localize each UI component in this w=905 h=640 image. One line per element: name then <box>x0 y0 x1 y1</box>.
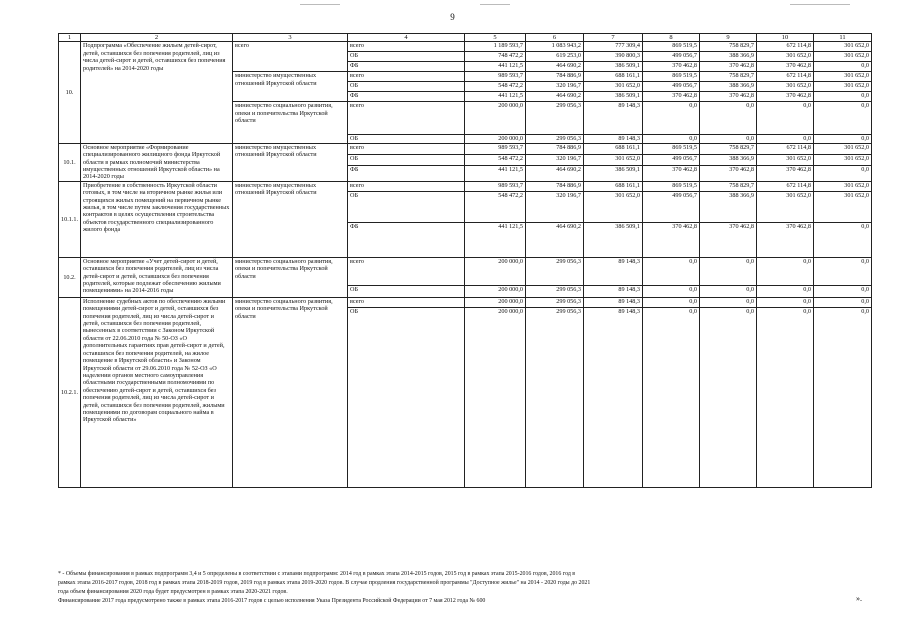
amount-cell: 301 652,0 <box>757 191 814 222</box>
amount-cell: 688 161,1 <box>584 143 643 154</box>
amount-cell: 370 462,8 <box>757 62 814 72</box>
amount-cell: 688 161,1 <box>584 181 643 191</box>
activity-name: Исполнение судебных актов по обеспечению жилыми помещениями детей-сирот и детей, оставшихся без попечения родителей, лиц из числа детей-сирот и детей, оставшихся без попечения родителей, вынесенных в соответствии с Законом Иркутской области от 22.06.2010 года № 50-ОЗ «О дополнительных гарантиях прав детей-сирот и детей, оставшихся без попечения родителей, на жилое помещение в Иркутской области» и Законом Иркутской области от 29.06.2010 года № 52-ОЗ «О наделении органов местного самоуправления областными государственными полномочиями по обеспечению детей-сирот и детей, оставшихся без попечения родителей, лиц из числа детей-сирот и детей, оставшихся без попечения родителей, жилыми помещениями по договорам социального найма в Иркутской области» <box>81 297 233 487</box>
footnote-line: * - Объемы финансирования в рамках подпрограмм 3,4 и 5 определены в соответствии с этапами подпрограмм: 2014 год в рамках этапа 2014-2015 годов, 2015 год в рамках этапа 2015-2016 годов, 2016 год в <box>58 571 576 577</box>
amount-cell: 370 462,8 <box>643 166 700 182</box>
activity-name: Подпрограмма «Обеспечение жильем детей-сирот, детей, оставшихся без попечения родителей, лиц из числа детей-сирот и детей, оставшихся без попечения родителей» на 2014-2020 годы <box>81 42 233 143</box>
amount-cell: 0,0 <box>643 307 700 487</box>
executor-name: министерство имущественных отношений Иркутской области <box>233 143 348 181</box>
amount-cell: 0,0 <box>643 102 700 135</box>
funding-source: ФБ <box>348 62 465 72</box>
amount-cell: 758 829,7 <box>700 42 757 52</box>
amount-cell: 869 519,5 <box>643 42 700 52</box>
amount-cell: 301 652,0 <box>814 181 872 191</box>
executor-name: министерство социального развития, опеки и попечительства Иркутской области <box>233 102 348 143</box>
amount-cell: 0,0 <box>814 62 872 72</box>
amount-cell: 299 056,3 <box>526 135 584 143</box>
amount-cell: 548 472,2 <box>465 82 526 92</box>
amount-cell: 464 690,2 <box>526 222 584 257</box>
table-row <box>59 257 872 285</box>
amount-cell: 370 462,8 <box>757 166 814 182</box>
amount-cell: 0,0 <box>814 135 872 143</box>
column-number-header: 4 <box>348 34 465 42</box>
amount-cell: 299 056,3 <box>526 307 584 487</box>
table-row <box>59 42 872 52</box>
funding-source: ОБ <box>348 135 465 143</box>
column-number-header: 9 <box>700 34 757 42</box>
amount-cell: 370 462,8 <box>700 92 757 102</box>
amount-cell: 370 462,8 <box>643 92 700 102</box>
amount-cell: 777 309,4 <box>584 42 643 52</box>
executor-name: министерство социального развития, опеки и попечительства Иркутской области <box>233 297 348 487</box>
amount-cell: 1 189 593,7 <box>465 42 526 52</box>
amount-cell: 388 366,9 <box>700 191 757 222</box>
amount-cell: 320 196,7 <box>526 191 584 222</box>
table-row <box>59 181 872 191</box>
scan-mark <box>300 4 340 5</box>
amount-cell: 464 690,2 <box>526 166 584 182</box>
amount-cell: 0,0 <box>814 257 872 285</box>
footnote <box>58 570 873 606</box>
amount-cell: 0,0 <box>643 297 700 307</box>
amount-cell: 386 509,1 <box>584 92 643 102</box>
amount-cell: 301 652,0 <box>584 191 643 222</box>
footnote-line: рамках этапа 2016-2017 годов, 2018 год в рамках этапа 2018-2019 годов, 2019 год в рамках этапа 2019-2020 годов. В случае продления государственной программы "Доступное жилье" на 2014 - 2020 годы до 2021 <box>58 580 591 586</box>
amount-cell: 989 593,7 <box>465 181 526 191</box>
amount-cell: 0,0 <box>700 297 757 307</box>
funding-source: всего <box>348 72 465 82</box>
amount-cell: 0,0 <box>700 307 757 487</box>
funding-source: ОБ <box>348 191 465 222</box>
amount-cell: 320 196,7 <box>526 82 584 92</box>
amount-cell: 200 000,0 <box>465 257 526 285</box>
amount-cell: 0,0 <box>814 307 872 487</box>
amount-cell: 0,0 <box>700 257 757 285</box>
executor-name: министерство имущественных отношений Иркутской области <box>233 72 348 102</box>
column-number-header: 3 <box>233 34 348 42</box>
column-number-header: 10 <box>757 34 814 42</box>
amount-cell: 0,0 <box>757 135 814 143</box>
amount-cell: 200 000,0 <box>465 307 526 487</box>
amount-cell: 499 056,7 <box>643 82 700 92</box>
amount-cell: 301 652,0 <box>757 154 814 165</box>
row-code: 10. <box>59 42 81 143</box>
amount-cell: 0,0 <box>757 285 814 297</box>
amount-cell: 0,0 <box>700 135 757 143</box>
amount-cell: 301 652,0 <box>584 82 643 92</box>
amount-cell: 688 161,1 <box>584 72 643 82</box>
amount-cell: 869 519,5 <box>643 72 700 82</box>
amount-cell: 301 652,0 <box>814 42 872 52</box>
footnote-line: года объем финансирования 2020 года будет предусмотрен в рамках этапа 2020-2021 годов. <box>58 589 288 595</box>
funding-source: ОБ <box>348 82 465 92</box>
amount-cell: 301 652,0 <box>814 82 872 92</box>
amount-cell: 370 462,8 <box>700 222 757 257</box>
amount-cell: 301 652,0 <box>814 154 872 165</box>
amount-cell: 989 593,7 <box>465 143 526 154</box>
amount-cell: 869 519,5 <box>643 181 700 191</box>
amount-cell: 464 690,2 <box>526 92 584 102</box>
amount-cell: 89 148,3 <box>584 135 643 143</box>
amount-cell: 0,0 <box>700 285 757 297</box>
funding-source: ОБ <box>348 307 465 487</box>
financing-table <box>58 33 872 488</box>
amount-cell: 301 652,0 <box>757 82 814 92</box>
column-number-header: 6 <box>526 34 584 42</box>
amount-cell: 1 083 943,2 <box>526 42 584 52</box>
amount-cell: 388 366,9 <box>700 52 757 62</box>
amount-cell: 320 196,7 <box>526 154 584 165</box>
activity-name: Основное мероприятие «Формирование специализированного жилищного фонда Иркутской области в рамках полномочий министерства имущественных отношений Иркутской области» на 2014-2020 годы <box>81 143 233 181</box>
amount-cell: 370 462,8 <box>700 166 757 182</box>
table-header-row <box>59 34 872 42</box>
amount-cell: 784 886,9 <box>526 181 584 191</box>
amount-cell: 301 652,0 <box>814 52 872 62</box>
amount-cell: 301 652,0 <box>757 52 814 62</box>
amount-cell: 0,0 <box>814 297 872 307</box>
amount-cell: 370 462,8 <box>643 222 700 257</box>
funding-source: всего <box>348 257 465 285</box>
amount-cell: 89 148,3 <box>584 102 643 135</box>
funding-source: ФБ <box>348 166 465 182</box>
scan-mark <box>480 4 510 5</box>
activity-name: Основное мероприятие «Учет детей-сирот и детей, оставшихся без попечения родителей, лиц из числа детей-сирот и детей, оставшихся без попечения родителей, которые подлежат обеспечению жилыми помещениями» на 2014-2016 годы <box>81 257 233 297</box>
funding-source: всего <box>348 42 465 52</box>
amount-cell: 388 366,9 <box>700 154 757 165</box>
amount-cell: 0,0 <box>814 285 872 297</box>
amount-cell: 499 056,7 <box>643 191 700 222</box>
amount-cell: 200 000,0 <box>465 135 526 143</box>
funding-source: ОБ <box>348 52 465 62</box>
amount-cell: 370 462,8 <box>757 222 814 257</box>
amount-cell: 0,0 <box>757 257 814 285</box>
column-number-header: 11 <box>814 34 872 42</box>
amount-cell: 89 148,3 <box>584 307 643 487</box>
executor-name: министерство социального развития, опеки и попечительства Иркутской области <box>233 257 348 297</box>
amount-cell: 386 509,1 <box>584 222 643 257</box>
row-code: 10.1. <box>59 143 81 181</box>
amount-cell: 441 121,5 <box>465 222 526 257</box>
row-code: 10.1.1. <box>59 181 81 257</box>
column-number-header: 5 <box>465 34 526 42</box>
funding-source: всего <box>348 102 465 135</box>
amount-cell: 748 472,2 <box>465 52 526 62</box>
row-code: 10.2. <box>59 257 81 297</box>
page-number: 9 <box>450 12 455 22</box>
funding-source: всего <box>348 297 465 307</box>
amount-cell: 441 121,5 <box>465 62 526 72</box>
amount-cell: 989 593,7 <box>465 72 526 82</box>
amount-cell: 89 148,3 <box>584 285 643 297</box>
amount-cell: 301 652,0 <box>814 191 872 222</box>
executor-name: всего <box>233 42 348 72</box>
funding-source: ОБ <box>348 285 465 297</box>
funding-source: всего <box>348 181 465 191</box>
amount-cell: 464 690,2 <box>526 62 584 72</box>
amount-cell: 758 829,7 <box>700 181 757 191</box>
amount-cell: 301 652,0 <box>814 72 872 82</box>
amount-cell: 441 121,5 <box>465 166 526 182</box>
amount-cell: 0,0 <box>814 166 872 182</box>
amount-cell: 0,0 <box>643 285 700 297</box>
amount-cell: 299 056,3 <box>526 297 584 307</box>
table-row <box>59 143 872 154</box>
funding-source: ФБ <box>348 222 465 257</box>
amount-cell: 0,0 <box>757 102 814 135</box>
table-row <box>59 297 872 307</box>
amount-cell: 784 886,9 <box>526 143 584 154</box>
amount-cell: 301 652,0 <box>814 143 872 154</box>
amount-cell: 548 472,2 <box>465 154 526 165</box>
amount-cell: 89 148,3 <box>584 297 643 307</box>
amount-cell: 0,0 <box>643 257 700 285</box>
amount-cell: 672 114,8 <box>757 72 814 82</box>
amount-cell: 200 000,0 <box>465 285 526 297</box>
row-code: 10.2.1. <box>59 297 81 487</box>
amount-cell: 390 800,3 <box>584 52 643 62</box>
closing-mark: ». <box>856 594 862 603</box>
amount-cell: 370 462,8 <box>757 92 814 102</box>
amount-cell: 0,0 <box>814 222 872 257</box>
amount-cell: 200 000,0 <box>465 297 526 307</box>
amount-cell: 441 121,5 <box>465 92 526 102</box>
column-number-header: 2 <box>81 34 233 42</box>
activity-name: Приобретение в собственность Иркутской области готовых, в том числе на вторичном рынке жилья или строящихся жилых помещений на первичном рынке жилья, в том числе путем заключения государственных контрактов в целях осуществления строительства объектов государственного специализированного жилого фонда <box>81 181 233 257</box>
amount-cell: 299 056,3 <box>526 285 584 297</box>
amount-cell: 0,0 <box>643 135 700 143</box>
amount-cell: 869 519,5 <box>643 143 700 154</box>
column-number-header: 1 <box>59 34 81 42</box>
amount-cell: 388 366,9 <box>700 82 757 92</box>
amount-cell: 89 148,3 <box>584 257 643 285</box>
amount-cell: 672 114,8 <box>757 143 814 154</box>
amount-cell: 0,0 <box>700 102 757 135</box>
executor-name: министерство имущественных отношений Иркутской области <box>233 181 348 257</box>
column-number-header: 7 <box>584 34 643 42</box>
amount-cell: 784 886,9 <box>526 72 584 82</box>
amount-cell: 0,0 <box>814 92 872 102</box>
amount-cell: 672 114,8 <box>757 181 814 191</box>
amount-cell: 0,0 <box>814 102 872 135</box>
amount-cell: 758 829,7 <box>700 143 757 154</box>
scan-mark <box>790 4 850 5</box>
amount-cell: 548 472,2 <box>465 191 526 222</box>
amount-cell: 370 462,8 <box>643 62 700 72</box>
amount-cell: 200 000,0 <box>465 102 526 135</box>
amount-cell: 672 114,8 <box>757 42 814 52</box>
footnote-line: Финансирование 2017 года предусмотрено также в рамках этапа 2016-2017 годов с целью исполнения Указа Президента Российской Федерации от 7 мая 2012 года № 600 <box>58 598 486 604</box>
funding-source: ОБ <box>348 154 465 165</box>
amount-cell: 758 829,7 <box>700 72 757 82</box>
funding-source: ФБ <box>348 92 465 102</box>
amount-cell: 619 253,0 <box>526 52 584 62</box>
amount-cell: 499 056,7 <box>643 154 700 165</box>
amount-cell: 0,0 <box>757 307 814 487</box>
amount-cell: 386 509,1 <box>584 62 643 72</box>
amount-cell: 499 056,7 <box>643 52 700 62</box>
amount-cell: 301 652,0 <box>584 154 643 165</box>
amount-cell: 0,0 <box>757 297 814 307</box>
amount-cell: 299 056,3 <box>526 257 584 285</box>
column-number-header: 8 <box>643 34 700 42</box>
amount-cell: 386 509,1 <box>584 166 643 182</box>
funding-source: всего <box>348 143 465 154</box>
amount-cell: 299 056,3 <box>526 102 584 135</box>
amount-cell: 370 462,8 <box>700 62 757 72</box>
